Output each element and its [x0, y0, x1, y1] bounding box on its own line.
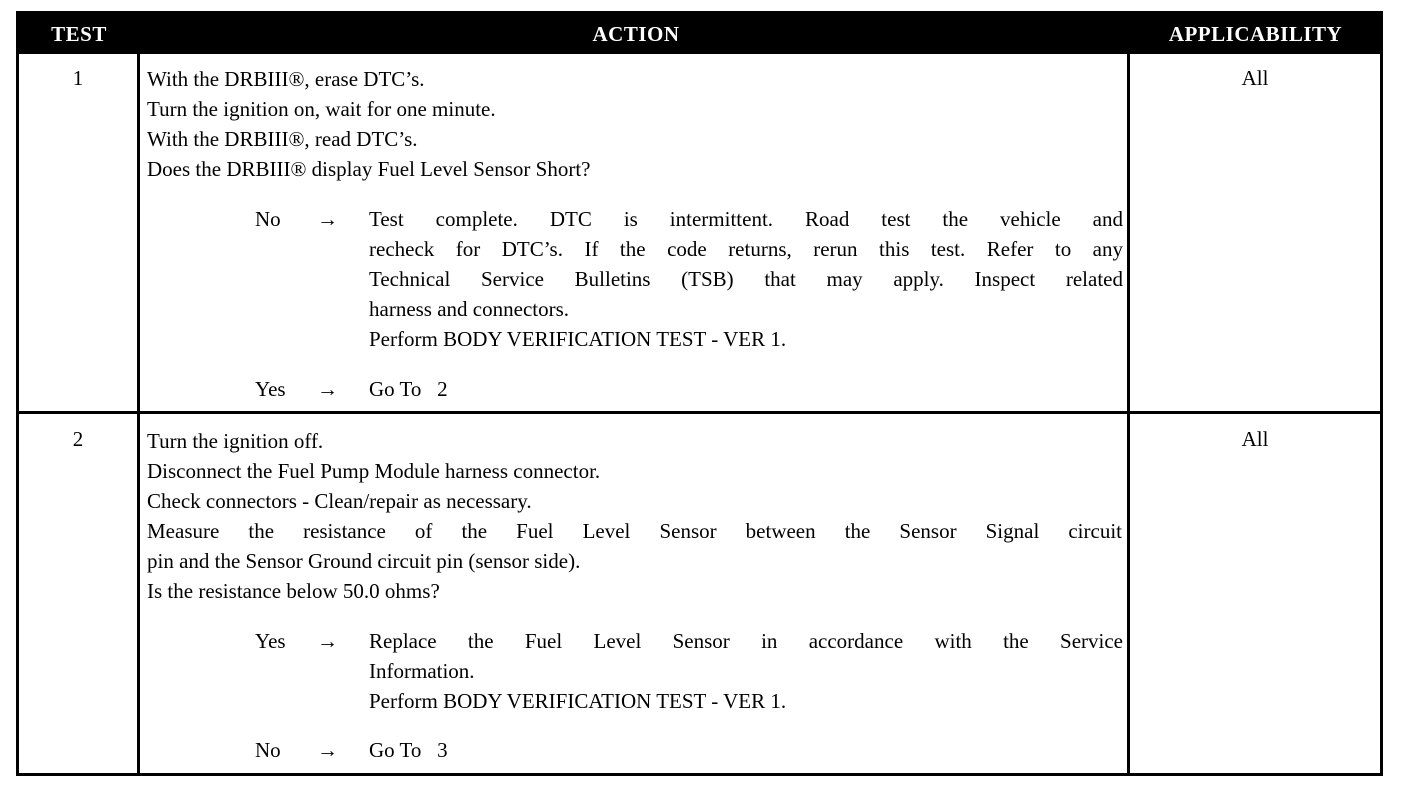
result-answer: Yes	[255, 629, 286, 653]
action-line: Disconnect the Fuel Pump Module harness connector.	[147, 459, 601, 483]
result-line: Perform BODY VERIFICATION TEST - VER 1.	[369, 689, 787, 713]
result-line: Go To 2	[369, 377, 448, 401]
action-line: Turn the ignition on, wait for one minute.	[147, 97, 496, 121]
arrow-icon: →	[317, 629, 338, 653]
result-line: Perform BODY VERIFICATION TEST - VER 1.	[369, 327, 787, 351]
result-answer: No	[255, 207, 281, 231]
action-line: pin and the Sensor Ground circuit pin (sensor side).	[147, 549, 581, 573]
result-branch	[255, 374, 1123, 404]
result-text	[369, 735, 1123, 765]
result-line: Replace the Fuel Level Sensor in accordance with the Service	[369, 629, 1123, 653]
action-steps	[147, 64, 1122, 184]
action-line: Does the DRBIII® display Fuel Level Sensor Short?	[147, 157, 591, 181]
row-divider	[19, 411, 1380, 414]
table-header	[19, 14, 1380, 54]
result-text	[369, 626, 1123, 716]
result-line: recheck for DTC’s. If the code returns, rerun this test. Refer to any	[369, 237, 1123, 261]
result-line: harness and connectors.	[369, 297, 570, 321]
result-answer: Yes	[255, 377, 286, 401]
result-answer: No	[255, 738, 281, 762]
action-steps	[147, 426, 1122, 606]
header-action: ACTION	[592, 22, 680, 46]
result-line: Technical Service Bulletins (TSB) that may apply. Inspect related	[369, 267, 1123, 291]
result-branch	[255, 735, 1123, 765]
test-number: 1	[72, 66, 84, 90]
result-branch	[255, 626, 1123, 716]
action-line: With the DRBIII®, read DTC’s.	[147, 127, 418, 151]
arrow-icon: →	[317, 738, 338, 762]
result-text	[369, 204, 1123, 354]
result-line: Go To 3	[369, 738, 448, 762]
result-branch	[255, 204, 1123, 354]
result-line: Test complete. DTC is intermittent. Road test the vehicle and	[369, 207, 1123, 231]
action-line: With the DRBIII®, erase DTC’s.	[147, 67, 425, 91]
action-line: Is the resistance below 50.0 ohms?	[147, 579, 440, 603]
action-line: Measure the resistance of the Fuel Level Sensor between the Sensor Signal circuit	[147, 519, 1122, 543]
arrow-icon: →	[317, 207, 338, 231]
result-text	[369, 374, 1123, 404]
header-applicability: APPLICABILITY	[1168, 22, 1343, 46]
applicability-value: All	[1241, 66, 1269, 90]
action-line: Check connectors - Clean/repair as necessary.	[147, 489, 532, 513]
result-line: Information.	[369, 659, 475, 683]
action-line: Turn the ignition off.	[147, 429, 324, 453]
diagnostic-test-table	[16, 11, 1383, 776]
applicability-value: All	[1241, 427, 1269, 451]
header-test: TEST	[51, 22, 107, 46]
test-number: 2	[72, 427, 84, 451]
arrow-icon: →	[317, 377, 338, 401]
